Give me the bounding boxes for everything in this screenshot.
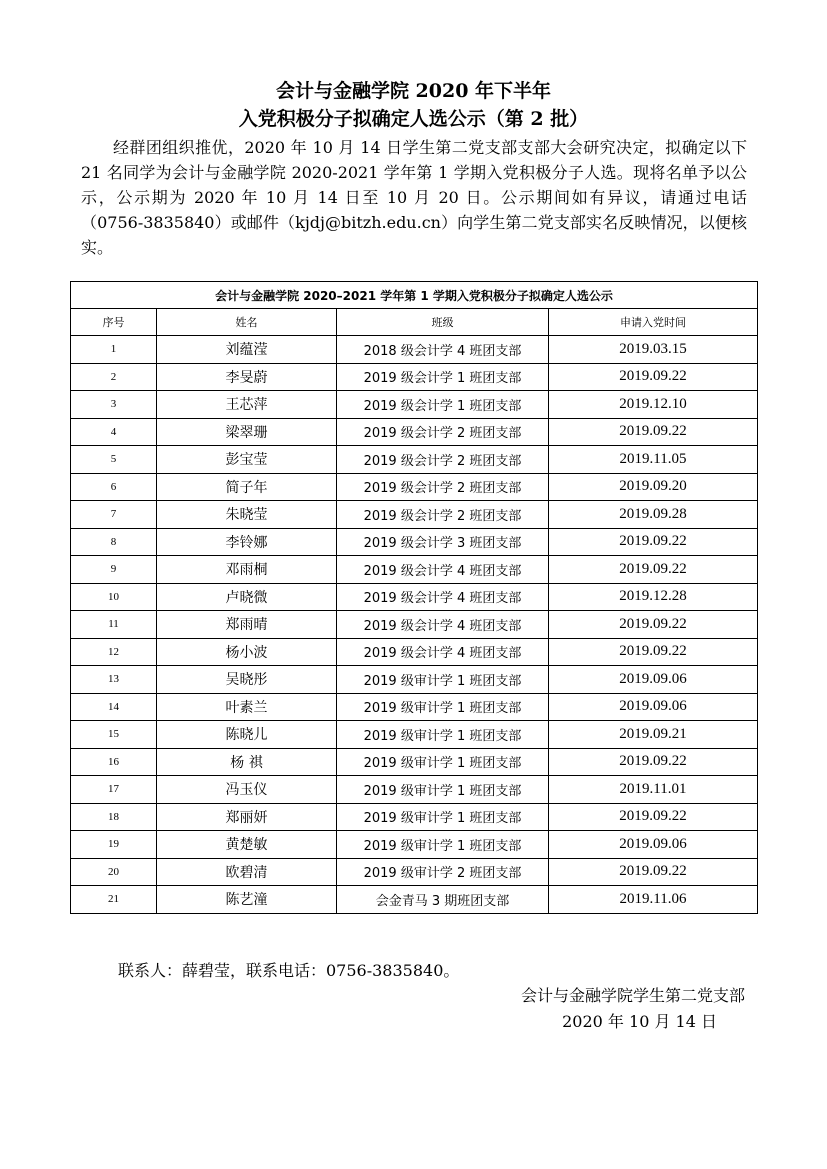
cell-name: 郑雨晴 [157,611,337,639]
cell-seq: 18 [71,803,157,831]
cell-seq: 5 [71,446,157,474]
cell-apply-date: 2019.09.22 [549,638,758,666]
cell-apply-date: 2019.09.21 [549,721,758,749]
cell-name: 吴晓彤 [157,666,337,694]
table-caption-row [71,282,758,309]
cell-seq: 8 [71,528,157,556]
cell-seq: 11 [71,611,157,639]
cell-class: 2019 级会计学 1 班团支部 [337,363,549,391]
header-name: 姓名 [157,309,337,336]
cell-seq: 17 [71,776,157,804]
cell-apply-date: 2019.09.06 [549,693,758,721]
cell-class: 2019 级审计学 1 班团支部 [337,748,549,776]
cell-apply-date: 2019.09.20 [549,473,758,501]
cell-class: 2019 级审计学 1 班团支部 [337,666,549,694]
cell-apply-date: 2019.09.22 [549,418,758,446]
table-row [71,336,758,364]
table-caption: 会计与金融学院 2020–2021 学年第 1 学期入党积极分子拟确定人选公示 [71,282,758,309]
cell-class: 2019 级审计学 1 班团支部 [337,803,549,831]
table-body [71,336,758,914]
cell-name: 简子年 [157,473,337,501]
cell-seq: 6 [71,473,157,501]
cell-class: 2019 级会计学 2 班团支部 [337,473,549,501]
table-header-row [71,309,758,336]
cell-name: 杨小波 [157,638,337,666]
cell-apply-date: 2019.09.22 [549,803,758,831]
cell-class: 2019 级会计学 4 班团支部 [337,611,549,639]
cell-apply-date: 2019.09.22 [549,858,758,886]
cell-name: 卢晓微 [157,583,337,611]
cell-class: 2019 级审计学 2 班团支部 [337,858,549,886]
table-row [71,693,758,721]
table-row [71,583,758,611]
cell-apply-date: 2019.09.28 [549,501,758,529]
cell-class: 2019 级会计学 4 班团支部 [337,583,549,611]
table-row [71,446,758,474]
cell-class: 2019 级会计学 2 班团支部 [337,501,549,529]
table-row [71,858,758,886]
table-row [71,418,758,446]
cell-seq: 21 [71,886,157,914]
table-row [71,528,758,556]
cell-name: 梁翠珊 [157,418,337,446]
cell-seq: 7 [71,501,157,529]
cell-apply-date: 2019.09.22 [549,611,758,639]
table-row [71,803,758,831]
cell-name: 黄楚敏 [157,831,337,859]
table-row [71,556,758,584]
cell-name: 陈晓儿 [157,721,337,749]
document-subtitle: 入党积极分子拟确定人选公示（第 2 批） [238,108,589,130]
cell-name: 李旻蔚 [157,363,337,391]
cell-name: 欧碧清 [157,858,337,886]
cell-name: 朱晓莹 [157,501,337,529]
cell-name: 彭宝莹 [157,446,337,474]
cell-seq: 14 [71,693,157,721]
table-row [71,721,758,749]
cell-seq: 19 [71,831,157,859]
cell-class: 2019 级审计学 1 班团支部 [337,831,549,859]
table-row [71,666,758,694]
cell-class: 2019 级会计学 1 班团支部 [337,391,549,419]
table-row [71,363,758,391]
cell-seq: 9 [71,556,157,584]
cell-name: 冯玉仪 [157,776,337,804]
signature-date: 2020 年 10 月 14 日 [562,1012,717,1031]
intro-paragraph: 经群团组织推优，2020 年 10 月 14 日学生第二党支部支部大会研究决定，拟确定以下 21 名同学为会计与金融学院 2020-2021 学年第 1 学期入党积极分子人选。现将名单予以公示，公示期为 2020 年 10 月 14 日至 10 月 20 日。公示期间如有异议，请通过电话（0756-3835840）或邮件（kjdj@bitzh.edu.cn）向学生第二党支部实名反映情况，以便核实。 [81,138,747,257]
header-class: 班级 [337,309,549,336]
table-row [71,391,758,419]
cell-apply-date: 2019.03.15 [549,336,758,364]
table-row [71,748,758,776]
cell-class: 2018 级会计学 4 班团支部 [337,336,549,364]
header-seq: 序号 [71,309,157,336]
cell-class: 会金青马 3 期班团支部 [337,886,549,914]
cell-apply-date: 2019.09.22 [549,748,758,776]
header-apply-date: 申请入党时间 [549,309,758,336]
document-title: 会计与金融学院 2020 年下半年 [275,80,552,102]
contact-info: 联系人：薛碧莹，联系电话：0756-3835840。 [118,961,460,980]
cell-class: 2019 级会计学 4 班团支部 [337,638,549,666]
cell-seq: 1 [71,336,157,364]
cell-seq: 3 [71,391,157,419]
table-row [71,831,758,859]
cell-seq: 13 [71,666,157,694]
cell-seq: 20 [71,858,157,886]
candidate-table [70,281,758,914]
table-row [71,473,758,501]
cell-class: 2019 级会计学 4 班团支部 [337,556,549,584]
cell-name: 叶素兰 [157,693,337,721]
cell-name: 刘蕴滢 [157,336,337,364]
cell-seq: 15 [71,721,157,749]
cell-apply-date: 2019.12.28 [549,583,758,611]
cell-name: 王芯萍 [157,391,337,419]
cell-seq: 16 [71,748,157,776]
cell-apply-date: 2019.11.01 [549,776,758,804]
cell-class: 2019 级审计学 1 班团支部 [337,776,549,804]
cell-name: 郑丽妍 [157,803,337,831]
cell-apply-date: 2019.09.06 [549,831,758,859]
cell-name: 陈艺潼 [157,886,337,914]
signature-org: 会计与金融学院学生第二党支部 [520,986,745,1005]
cell-name: 李铃娜 [157,528,337,556]
cell-class: 2019 级会计学 2 班团支部 [337,418,549,446]
cell-name: 邓雨桐 [157,556,337,584]
cell-seq: 4 [71,418,157,446]
cell-class: 2019 级会计学 3 班团支部 [337,528,549,556]
cell-seq: 2 [71,363,157,391]
cell-class: 2019 级会计学 2 班团支部 [337,446,549,474]
cell-apply-date: 2019.09.22 [549,528,758,556]
cell-apply-date: 2019.09.22 [549,556,758,584]
cell-seq: 10 [71,583,157,611]
table-row [71,886,758,914]
cell-apply-date: 2019.12.10 [549,391,758,419]
cell-apply-date: 2019.09.06 [549,666,758,694]
cell-seq: 12 [71,638,157,666]
cell-apply-date: 2019.11.06 [549,886,758,914]
table-row [71,611,758,639]
table-row [71,501,758,529]
cell-apply-date: 2019.09.22 [549,363,758,391]
cell-class: 2019 级审计学 1 班团支部 [337,693,549,721]
table-row [71,638,758,666]
cell-name: 杨 祺 [157,748,337,776]
cell-class: 2019 级审计学 1 班团支部 [337,721,549,749]
cell-apply-date: 2019.11.05 [549,446,758,474]
table-row [71,776,758,804]
